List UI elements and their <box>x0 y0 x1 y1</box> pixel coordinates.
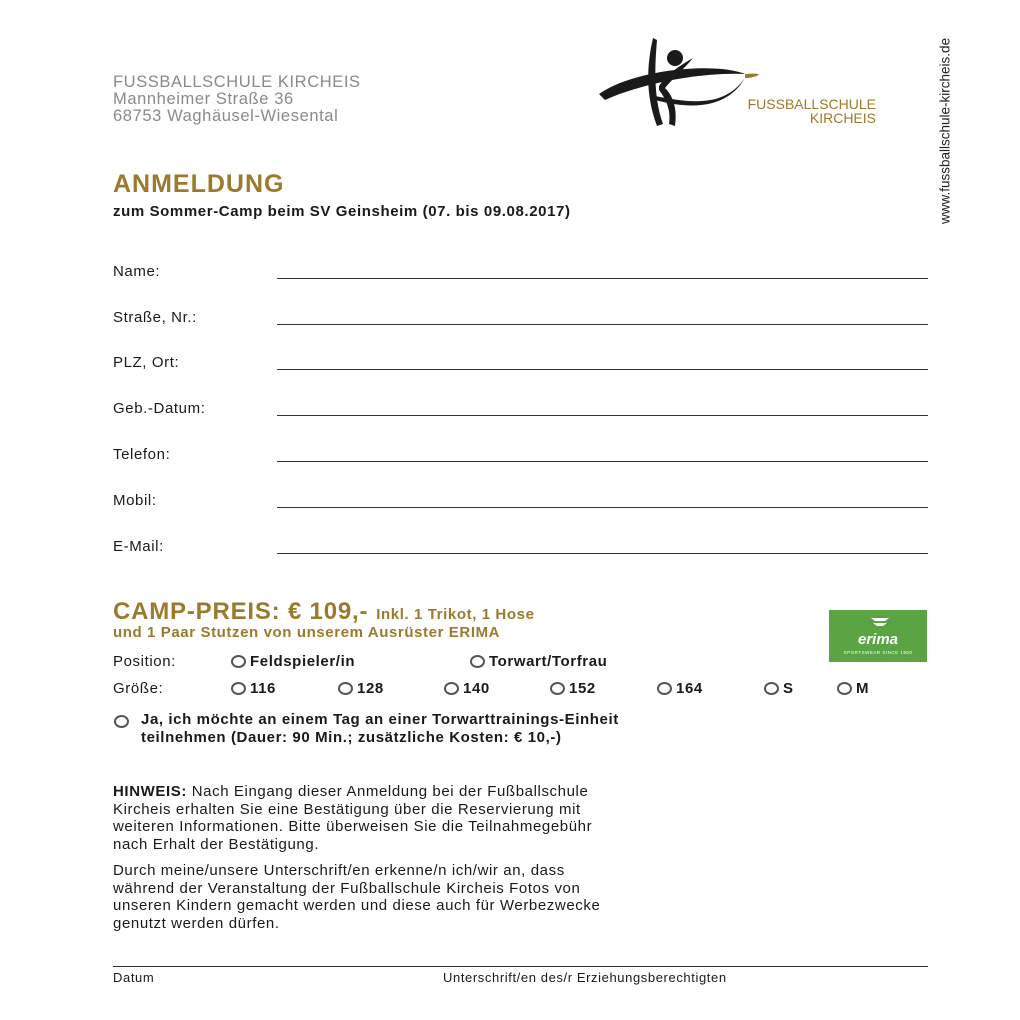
camp-price <box>113 598 535 626</box>
logo-text <box>690 97 876 125</box>
hinweis-label: HINWEIS: <box>113 783 187 800</box>
hinweis-line-3: weiteren Informationen. Bitte überweisen Sie die Teilnahmegebühr <box>113 818 593 835</box>
size-option-label: S <box>783 680 794 697</box>
field-street <box>113 309 928 333</box>
hinweis-line-4: nach Erhalt der Bestätigung. <box>113 835 320 853</box>
field-line-city[interactable] <box>277 369 928 370</box>
signature-line[interactable] <box>113 966 928 967</box>
size-option-label: 116 <box>250 680 276 697</box>
radio-circle-icon <box>231 655 246 668</box>
size-option-label: 128 <box>357 680 384 697</box>
size-option-label: 140 <box>463 680 490 697</box>
erima-mark-icon <box>869 616 891 630</box>
position-option-label: Feldspieler/in <box>250 653 356 670</box>
sender-address <box>113 74 361 125</box>
erima-logo <box>829 610 927 662</box>
hinweis-line-2: Kircheis erhalten Sie eine Bestätigung über die Reservierung mit <box>113 800 581 818</box>
radio-circle-icon <box>764 682 779 695</box>
goalie-training-line-1: Ja, ich möchte an einem Tag an einer Torwarttrainings-Einheit <box>141 711 619 728</box>
field-label-phone: Telefon: <box>113 446 171 463</box>
size-option-label: 152 <box>569 680 596 697</box>
signature-date-label: Datum <box>113 970 155 985</box>
camp-price-inkl: Inkl. 1 Trikot, 1 Hose <box>376 606 535 623</box>
field-label-email: E-Mail: <box>113 538 164 555</box>
field-line-email[interactable] <box>277 553 928 554</box>
form-title: ANMELDUNG <box>113 170 285 198</box>
hinweis-paragraph <box>113 783 913 853</box>
size-option-116[interactable] <box>231 680 276 697</box>
field-name <box>113 263 928 287</box>
size-option-label: M <box>856 680 870 697</box>
logo-line-2: KIRCHEIS <box>809 110 876 126</box>
hinweis-line-1: Nach Eingang dieser Anmeldung bei der Fußballschule <box>191 783 589 800</box>
logo-line-1: FUSSBALLSCHULE <box>747 96 876 112</box>
camp-price-details: und 1 Paar Stutzen von unserem Ausrüster ERIMA <box>113 624 501 641</box>
field-line-phone[interactable] <box>277 461 928 462</box>
field-line-mobile[interactable] <box>277 507 928 508</box>
position-label: Position: <box>113 653 176 670</box>
field-line-street[interactable] <box>277 324 928 325</box>
form-subtitle: zum Sommer-Camp beim SV Geinsheim (07. bis 09.08.2017) <box>113 203 571 220</box>
radio-circle-icon <box>114 715 129 728</box>
field-mobile <box>113 492 928 516</box>
radio-circle-icon <box>444 682 459 695</box>
size-option-152[interactable] <box>550 680 596 697</box>
position-option-goalkeeper[interactable] <box>470 653 607 670</box>
field-label-name: Name: <box>113 263 161 280</box>
size-option-164[interactable] <box>657 680 703 697</box>
sender-name: FUSSBALLSCHULE KIRCHEIS <box>113 73 361 91</box>
radio-circle-icon <box>231 682 246 695</box>
radio-circle-icon <box>470 655 485 668</box>
size-option-128[interactable] <box>338 680 384 697</box>
consent-line-3: unseren Kindern gemacht werden und diese auch für Werbezwecke <box>113 897 601 914</box>
consent-line-4: genutzt werden dürfen. <box>113 914 280 932</box>
position-option-label: Torwart/Torfrau <box>489 653 608 670</box>
field-label-city: PLZ, Ort: <box>113 354 180 371</box>
size-option-140[interactable] <box>444 680 490 697</box>
website-url: www.fussballschule-kircheis.de <box>937 37 953 224</box>
field-label-mobile: Mobil: <box>113 492 157 509</box>
erima-tagline: SPORTSWEAR SINCE 1900 <box>843 650 913 655</box>
sender-city: 68753 Waghäusel-Wiesental <box>113 107 339 125</box>
field-phone <box>113 446 928 470</box>
field-email <box>113 538 928 562</box>
erima-brand: erima <box>857 631 899 648</box>
size-option-label: 164 <box>676 680 703 697</box>
sender-street: Mannheimer Straße 36 <box>113 90 294 108</box>
consent-line-1: Durch meine/unsere Unterschrift/en erkenne/n ich/wir an, dass <box>113 862 565 879</box>
goalie-training-line-2: teilnehmen (Dauer: 90 Min.; zusätzliche Kosten: € 10,-) <box>141 729 562 746</box>
field-birthdate <box>113 400 928 424</box>
position-option-field-player[interactable] <box>231 653 355 670</box>
field-line-name[interactable] <box>277 278 928 279</box>
consent-paragraph <box>113 862 913 932</box>
field-line-birthdate[interactable] <box>277 415 928 416</box>
radio-circle-icon <box>550 682 565 695</box>
size-option-m[interactable] <box>837 680 869 697</box>
signature-sign-label: Unterschrift/en des/r Erziehungsberechtigten <box>443 970 727 985</box>
field-label-birthdate: Geb.-Datum: <box>113 400 206 417</box>
radio-circle-icon <box>338 682 353 695</box>
radio-circle-icon <box>837 682 852 695</box>
camp-price-main: CAMP-PREIS: € 109,- <box>113 598 369 625</box>
radio-circle-icon <box>657 682 672 695</box>
field-label-street: Straße, Nr.: <box>113 309 197 326</box>
consent-line-2: während der Veranstaltung der Fußballschule Kircheis Fotos von <box>113 879 581 897</box>
size-option-s[interactable] <box>764 680 794 697</box>
size-label: Größe: <box>113 680 164 697</box>
field-city <box>113 354 928 378</box>
